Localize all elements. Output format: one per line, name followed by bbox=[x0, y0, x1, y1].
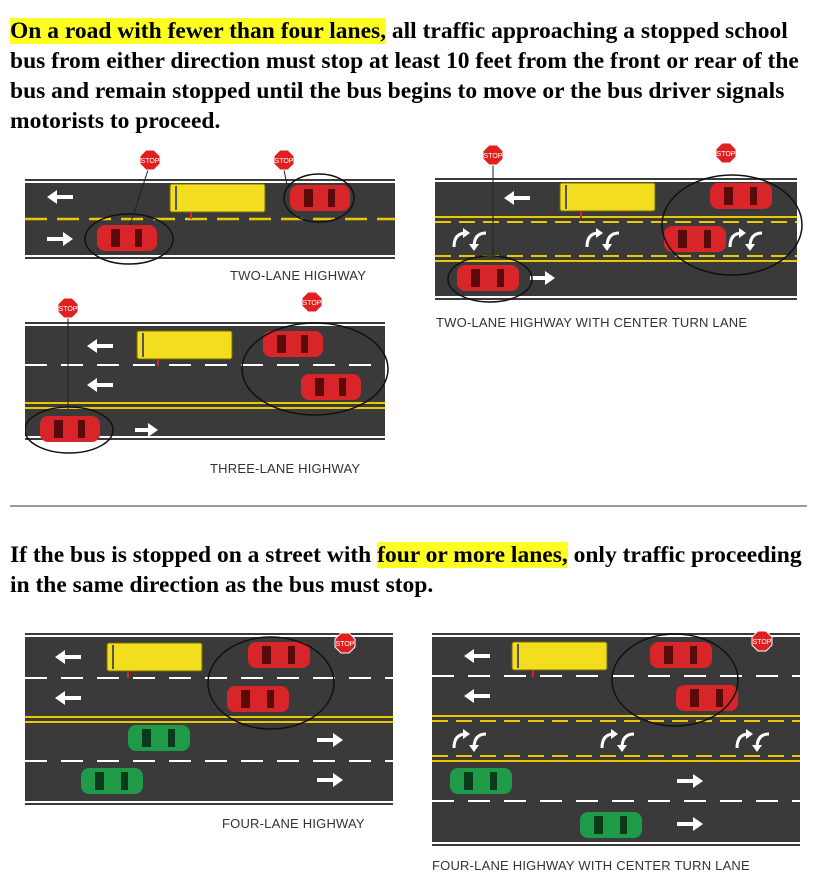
moving-car-icon bbox=[580, 812, 642, 838]
stopped-car-icon bbox=[710, 183, 772, 209]
stopped-car-icon bbox=[97, 225, 157, 251]
stopped-car-icon bbox=[650, 642, 712, 668]
stop-sign-icon bbox=[302, 292, 322, 312]
stop-sign-icon bbox=[716, 143, 736, 163]
caption-two-lane-turn-lane-highway: TWO-LANE HIGHWAY WITH CENTER TURN LANE bbox=[436, 315, 748, 330]
rule-four-or-more-lanes bbox=[10, 540, 810, 600]
svg-text:STOP: STOP bbox=[140, 158, 160, 165]
svg-text:STOP: STOP bbox=[302, 300, 322, 307]
svg-text:STOP: STOP bbox=[483, 153, 503, 160]
moving-car-icon bbox=[81, 768, 143, 794]
moving-car-icon bbox=[450, 768, 512, 794]
svg-text:STOP: STOP bbox=[335, 641, 355, 648]
caption-four-lane-highway: FOUR-LANE HIGHWAY bbox=[222, 816, 365, 831]
highlight-fewer-lanes: On a road with fewer than four lanes, bbox=[10, 18, 387, 44]
svg-text:STOP: STOP bbox=[716, 151, 736, 158]
svg-text:STOP: STOP bbox=[274, 158, 294, 165]
stopped-car-icon bbox=[301, 374, 361, 400]
stop-sign-icon bbox=[752, 631, 772, 651]
two-lane-turn-lane-highway-diagram bbox=[432, 143, 812, 308]
stopped-car-icon bbox=[457, 265, 519, 291]
rule2-suffix: only traffic proceeding in the same direction as the bus must stop. bbox=[10, 542, 802, 598]
caption-two-lane-highway: TWO-LANE HIGHWAY bbox=[230, 268, 367, 283]
stop-sign-icon bbox=[335, 633, 355, 653]
two-lane-highway-diagram bbox=[25, 148, 395, 288]
svg-text:STOP: STOP bbox=[58, 306, 78, 313]
rule-fewer-than-four-lanes bbox=[10, 16, 810, 136]
stopped-car-icon bbox=[664, 226, 726, 252]
caption-four-lane-turn-lane-highway: FOUR-LANE HIGHWAY WITH CENTER TURN LANE bbox=[432, 858, 750, 873]
stopped-car-icon bbox=[40, 416, 100, 442]
stopped-car-icon bbox=[290, 185, 350, 211]
caption-three-lane-highway: THREE-LANE HIGHWAY bbox=[210, 461, 361, 476]
stopped-car-icon bbox=[263, 331, 323, 357]
four-lane-turn-lane-highway-diagram bbox=[432, 628, 812, 856]
highlight-four-lanes: four or more lanes, bbox=[377, 542, 568, 568]
rule2-prefix: If the bus is stopped on a street with bbox=[10, 542, 378, 568]
three-lane-highway-diagram bbox=[25, 292, 395, 457]
stopped-car-icon bbox=[676, 685, 738, 711]
rule1-text: all traffic approaching a stopped school bus from either direction must stop at least 10 feet from the front or rear of the bus and remain stopped until the bus begins to move or the bus driver signals motorists to proceed. bbox=[10, 18, 799, 134]
svg-text:STOP: STOP bbox=[752, 639, 772, 646]
section-divider bbox=[10, 505, 807, 507]
stopped-car-icon bbox=[248, 642, 310, 668]
moving-car-icon bbox=[128, 725, 190, 751]
four-lane-highway-diagram bbox=[25, 628, 405, 818]
stopped-car-icon bbox=[227, 686, 289, 712]
